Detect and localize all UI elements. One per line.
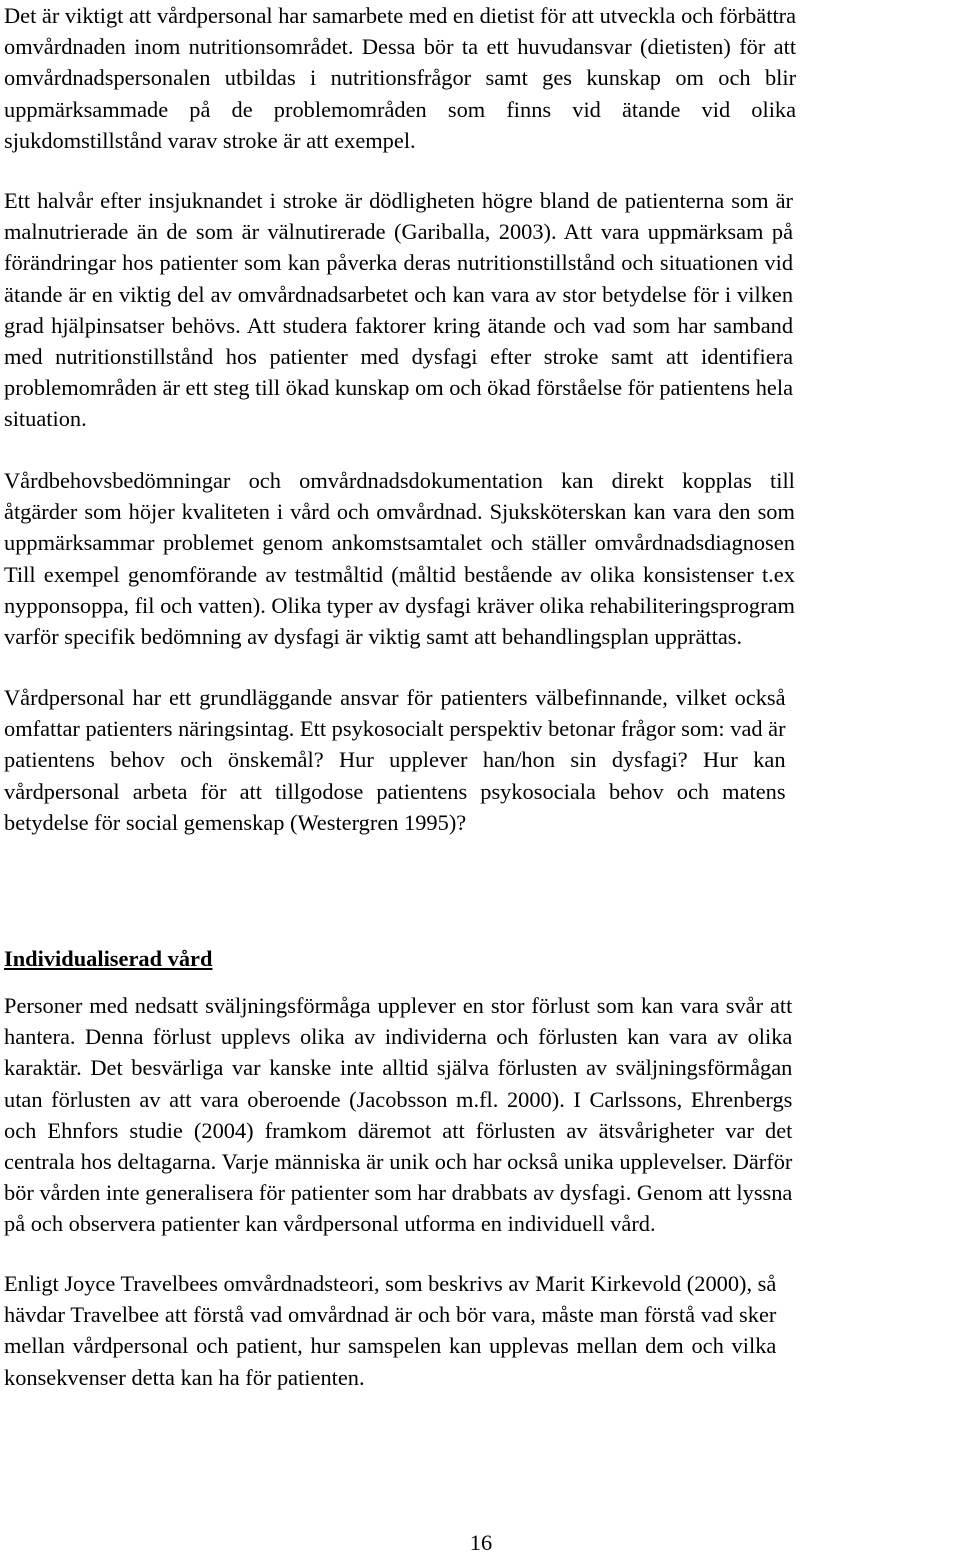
text-line: Personer med nedsatt sväljningsförmåga upplever en stor förlust som kan vara svår att xyxy=(4,993,793,1018)
text-line: omvårdnaden inom nutritionsområdet. Dessa bör ta ett huvudansvar (dietisten) för att xyxy=(4,34,797,60)
text-line: situation. xyxy=(4,406,87,432)
text-line: bör vården inte generalisera för patienter som har drabbats av dysfagi. Genom att lyssna xyxy=(4,1180,793,1206)
text-line: hantera. Denna förlust upplevs olika av individerna och förlusten kan vara av olika xyxy=(4,1024,793,1050)
text-line: Till exempel genomförande av testmåltid (måltid bestående av olika konsistenser t.ex xyxy=(4,561,795,587)
text-line: Enligt Joyce Travelbees omvårdnadsteori, som beskrivs av Marit Kirkevold (2000), så xyxy=(4,1271,777,1296)
paragraph-mortality-nutrition xyxy=(4,185,793,435)
text-line: förändringar hos patienter som kan påverka deras nutritionstillstånd och situationen vid xyxy=(4,250,794,276)
paragraph-loss-experience xyxy=(4,990,792,1240)
text-line: karaktär. Det besvärliga var kanske inte alltid själva förlusten av sväljningsförmågan xyxy=(4,1055,793,1081)
text-line: uppmärksammar problemet genom ankomstsamtalet och ställer omvårdnadsdiagnosen xyxy=(4,530,795,556)
text-line: patientens behov och önskemål? Hur upplever han/hon sin dysfagi? Hur kan xyxy=(4,747,786,773)
paragraph-care-assessment xyxy=(4,465,795,652)
text-line: Det är viktigt att vårdpersonal har samarbete med en dietist för att utveckla och förbättra xyxy=(4,3,797,28)
text-line: Vårdpersonal har ett grundläggande ansvar för patienters välbefinnande, vilket också xyxy=(4,685,786,710)
text-line: uppmärksammade på de problemområden som finns vid ätande vid olika xyxy=(4,96,797,122)
text-line: ätande är en viktig del av omvårdnadsarbetet och kan vara av stor betydelse för i vilken xyxy=(4,281,794,307)
page-number: 16 xyxy=(469,1530,493,1555)
text-line: omfattar patienters näringsintag. Ett psykosocialt perspektiv betonar frågor som: vad är xyxy=(4,716,786,742)
text-line: problemområden är ett steg till ökad kunskap om och ökad förståelse för patientens hela xyxy=(4,375,794,401)
text-line: åtgärder som höjer kvaliteten i vård och omvårdnad. Sjuksköterskan kan vara den som xyxy=(4,499,795,525)
text-line: Ett halvår efter insjuknandet i stroke är dödligheten högre bland de patienterna som är xyxy=(4,188,794,213)
text-line: konsekvenser detta kan ha för patienten. xyxy=(4,1364,365,1390)
text-line: omvårdnadspersonalen utbildas i nutritionsfrågor samt ges kunskap om och blir xyxy=(4,65,797,91)
text-line: hävdar Travelbee att förstå vad omvårdnad är och bör vara, måste man förstå vad sker xyxy=(4,1302,777,1328)
paragraph-psychosocial xyxy=(4,682,786,838)
text-line: grad hjälpinsatser behövs. Att studera faktorer kring ätande och vad som har samband xyxy=(4,312,794,338)
paragraph-dietist-collaboration xyxy=(4,0,796,156)
text-line: på och observera patienter kan vårdpersonal utforma en individuell vård. xyxy=(4,1211,656,1237)
text-line: sjukdomstillstånd varav stroke är att exempel. xyxy=(4,127,416,153)
text-line: Vårdbehovsbedömningar och omvårdnadsdokumentation kan direkt kopplas till xyxy=(4,468,795,493)
paragraph-travelbee-theory xyxy=(4,1268,776,1393)
text-line: med nutritionstillstånd hos patienter med dysfagi efter stroke samt att identifiera xyxy=(4,344,794,370)
text-line: mellan vårdpersonal och patient, hur samspelen kan upplevas mellan dem och vilka xyxy=(4,1333,777,1359)
text-line: nypponsoppa, fil och vatten). Olika typer av dysfagi kräver olika rehabiliteringsprogram xyxy=(4,592,795,618)
text-line: malnutrierade än de som är välnutirerade (Gariballa, 2003). Att vara uppmärksam på xyxy=(4,219,794,245)
text-line: vårdpersonal arbeta för att tillgodose patientens psykosociala behov och matens xyxy=(4,778,786,804)
section-heading: Individualiserad vård xyxy=(4,946,213,971)
text-line: och Ehnfors studie (2004) framkom däremot att förlusten av ätsvårigheter var det xyxy=(4,1117,793,1143)
text-line: centrala hos deltagarna. Varje människa är unik och har också unika upplevelser. Därför xyxy=(4,1149,793,1175)
text-line: betydelse för social gemenskap (Westergren 1995)? xyxy=(4,809,467,835)
text-line: varför specifik bedömning av dysfagi är viktig samt att behandlingsplan upprättas. xyxy=(4,624,743,650)
text-line: utan förlusten av att vara oberoende (Jacobsson m.fl. 2000). I Carlssons, Ehrenbergs xyxy=(4,1086,793,1112)
